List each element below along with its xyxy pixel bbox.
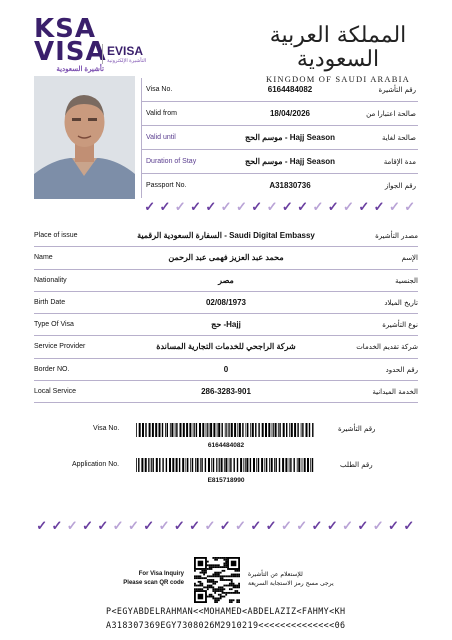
label-ar: تاريخ الميلاد — [384, 298, 418, 307]
value: موسم الحج - Hajj Season — [244, 157, 336, 166]
checkmark-icon: ✓ — [143, 519, 155, 533]
value: السفارة السعودية الرقمية - Saudi Digital Embassy — [137, 231, 315, 240]
checkmark-icon: ✓ — [404, 200, 416, 214]
label-ar: صالحة لغاية — [381, 134, 416, 142]
kingdom-arabic-calligraphy: المملكة العربية السعودية — [269, 23, 407, 73]
checkmark-strip-top — [142, 200, 418, 214]
inquiry-english — [120, 570, 184, 588]
checkmark-icon: ✓ — [312, 200, 324, 214]
checkmark-icon: ✓ — [235, 519, 246, 533]
inquiry-en-line2: Please scan QR code — [123, 580, 184, 586]
row-birth-date — [34, 292, 418, 314]
checkmark-icon: ✓ — [373, 200, 385, 214]
checkmark-icon: ✓ — [388, 519, 399, 533]
label-en: Type Of Visa — [34, 321, 74, 329]
label-en: Local Service — [34, 388, 77, 396]
checkmark-icon: ✓ — [280, 519, 292, 533]
label-en: Valid until — [146, 134, 176, 141]
label-ar: الجنسية — [395, 276, 418, 285]
value: 6164484082 — [267, 85, 313, 94]
label-ar: الإسم — [401, 254, 418, 263]
row-valid-until — [142, 126, 418, 150]
inquiry-en-line1: For Visa Inquiry — [138, 571, 184, 577]
row-type-of-visa — [34, 314, 418, 336]
checkmark-icon: ✓ — [144, 200, 156, 214]
logo-ksa-text: KSA — [34, 14, 96, 44]
checkmark-icon: ✓ — [219, 519, 231, 533]
checkmark-icon: ✓ — [388, 200, 400, 214]
row-visa-no — [142, 78, 418, 102]
checkmark-icon: ✓ — [266, 200, 278, 214]
value: شركة الراجحي للخدمات التجارية المساندة — [156, 342, 296, 352]
checkmark-icon: ✓ — [343, 200, 354, 214]
checkmark-icon: ✓ — [158, 519, 170, 533]
checkmark-icon: ✓ — [205, 200, 217, 214]
checkmark-icon: ✓ — [235, 200, 247, 214]
label-en: Place of issue — [34, 232, 78, 239]
row-service-provider — [34, 336, 418, 358]
value: 0 — [223, 364, 229, 374]
checkmark-icon: ✓ — [173, 519, 185, 533]
checkmark-icon: ✓ — [326, 519, 338, 533]
kingdom-english: KINGDOM OF SAUDI ARABIA — [265, 74, 410, 85]
checkmark-icon: ✓ — [265, 519, 277, 533]
label-ar: مدة الإقامة — [383, 158, 416, 166]
checkmark-icon: ✓ — [251, 200, 263, 214]
label-en: Valid from — [146, 110, 177, 117]
evisa-logo — [102, 44, 146, 64]
visa-barcode-label-ar: رقم التأشيرة — [338, 425, 376, 433]
checkmark-icon: ✓ — [296, 519, 308, 533]
qr-code[interactable] — [194, 557, 240, 603]
checkmark-icon: ✓ — [342, 519, 354, 533]
checkmark-icon: ✓ — [174, 200, 186, 214]
label-ar: رقم التأشيرة — [378, 86, 416, 94]
checkmark-icon: ✓ — [159, 200, 171, 214]
visa-barcode-label-en: Visa No. — [93, 425, 120, 432]
portrait-image — [34, 76, 135, 199]
visa-details-table — [34, 225, 418, 403]
label-ar: الخدمة الميدانية — [372, 388, 418, 397]
label-en: Border NO. — [34, 365, 70, 373]
app-barcode-label-ar: رقم الطلب — [340, 461, 373, 469]
checkmark-icon: ✓ — [327, 200, 339, 214]
checkmark-icon: ✓ — [97, 519, 109, 533]
value: A31830736 — [269, 181, 311, 190]
label-en: Birth Date — [34, 298, 66, 306]
checkmark-icon: ✓ — [281, 200, 293, 214]
row-passport-no — [142, 174, 418, 198]
checkmark-icon: ✓ — [297, 200, 309, 214]
row-border-no — [34, 359, 418, 381]
checkmark-icon: ✓ — [357, 519, 369, 533]
mrz-line-2: A318307369EGY7308026M2910219<<<<<<<<<<<<<<06 — [106, 620, 346, 630]
value: موسم الحج - Hajj Season — [244, 133, 336, 142]
checkmark-icon: ✓ — [250, 519, 262, 533]
evisa-arabic-text: التأشيرة الإلكترونية — [107, 58, 147, 64]
row-nationality — [34, 270, 418, 292]
label-ar: رقم الحدود — [385, 365, 418, 374]
app-barcode-label-en: Application No. — [72, 461, 120, 468]
ksa-visa-logo — [34, 14, 107, 73]
mrz-line-1: P<EGYABDELRAHMAN<<MOHAMED<ABDELAZIZ<FAHMY<KH — [106, 606, 346, 616]
label-en: Name — [34, 254, 53, 262]
application-number-barcode — [136, 458, 316, 472]
label-en: Passport No. — [146, 182, 187, 189]
label-en: Nationality — [34, 276, 67, 284]
checkmark-icon: ✓ — [127, 519, 139, 533]
checkmark-icon: ✓ — [403, 519, 415, 533]
label-ar: صالحة اعتبارا من — [366, 110, 416, 118]
label-ar: مصدر التأشيرة — [375, 232, 418, 240]
label-en: Visa No. — [146, 86, 173, 93]
inquiry-ar-line2: يرجى مسح رمز الاستجابة السريعة — [248, 580, 334, 587]
value: حج -Hajj — [211, 320, 241, 330]
row-place-of-issue — [34, 225, 418, 247]
holder-photo — [34, 76, 135, 199]
checkmark-icon: ✓ — [372, 519, 384, 533]
app-barcode-number: E815718990 — [207, 477, 245, 484]
row-valid-from — [142, 102, 418, 126]
row-name — [34, 247, 418, 269]
checkmark-icon: ✓ — [51, 519, 63, 533]
checkmark-icon: ✓ — [189, 519, 201, 533]
visa-summary-table — [141, 78, 418, 198]
visa-barcode-number: 6164484082 — [207, 442, 245, 449]
label-ar: شركة تقديم الخدمات — [356, 343, 418, 352]
logo-visa-text: VISA — [34, 37, 107, 68]
checkmark-icon: ✓ — [311, 519, 323, 533]
value: 02/08/1973 — [205, 297, 247, 307]
checkmark-icon: ✓ — [82, 519, 93, 533]
checkmark-icon: ✓ — [204, 519, 216, 533]
label-ar: رقم الجواز — [384, 182, 416, 190]
value: 18/04/2026 — [269, 109, 311, 118]
checkmark-icon: ✓ — [66, 519, 78, 533]
inquiry-ar-line1: للإستعلام عن التأشيرة — [248, 571, 303, 578]
checkmark-icon: ✓ — [358, 200, 370, 214]
value: 286-3283-901 — [201, 387, 251, 397]
row-local-service — [34, 381, 418, 403]
value: محمد عبد العزيز فهمى عبد الرحمن — [168, 253, 284, 263]
label-en: Service Provider — [34, 343, 86, 351]
checkmark-icon: ✓ — [112, 519, 124, 533]
checkmark-icon: ✓ — [36, 519, 48, 533]
row-duration — [142, 150, 418, 174]
label-en: Duration of Stay — [146, 158, 197, 165]
checkmark-icon: ✓ — [190, 200, 201, 214]
inquiry-arabic — [248, 570, 338, 588]
visa-number-barcode — [136, 423, 316, 437]
evisa-text: EVISA — [107, 44, 144, 58]
checkmark-icon: ✓ — [220, 200, 232, 214]
checkmark-strip-bottom — [34, 519, 418, 533]
kingdom-title — [258, 24, 418, 84]
label-ar: نوع التأشيرة — [382, 321, 418, 330]
value: مصر — [218, 275, 234, 285]
logo-arabic-text: تأشيرة السعودية — [56, 65, 104, 73]
